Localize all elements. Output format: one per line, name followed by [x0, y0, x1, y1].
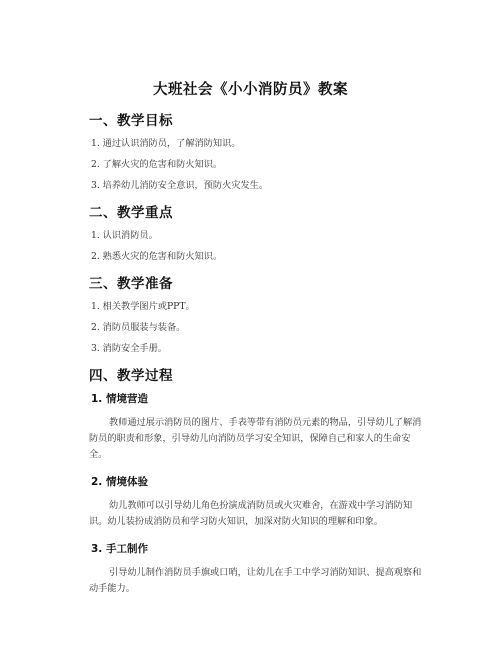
- section-heading: 三、教学准备: [89, 276, 173, 292]
- document-title: 大班社会《小小消防员》教案: [153, 82, 348, 98]
- list-item: 2. 了解火灾的危害和防火知识。: [91, 159, 223, 170]
- subsection-heading: 3. 手工制作: [91, 543, 148, 555]
- section-heading: 一、教学目标: [89, 113, 173, 129]
- section-heading: 二、教学重点: [89, 205, 173, 221]
- subsection-heading: 2. 情境体验: [91, 476, 148, 488]
- list-item: 1. 认识消防员。: [91, 230, 158, 241]
- section-teaching-focus: [89, 201, 422, 263]
- section-teaching-preparation: [89, 272, 422, 355]
- section-heading: 四、教学过程: [89, 368, 173, 384]
- list-item: 3. 培养幼儿消防安全意识，预防火灾发生。: [91, 180, 269, 191]
- list-item: 3. 消防安全手册。: [91, 343, 167, 354]
- list-item: 2. 消防员服装与装备。: [91, 322, 186, 333]
- paragraph: 教师通过展示消防员的图片、手表等带有消防员元素的物品，引导幼儿了解消防员的职责和形象，引导幼儿向消防员学习安全知识，保障自己和家人的生命安全。: [89, 417, 422, 460]
- section-teaching-goals: [89, 109, 422, 192]
- list-item: 1. 通过认识消防员，了解消防知识。: [91, 138, 241, 149]
- subsection-heading: 1. 情境营造: [91, 393, 148, 405]
- list-item: 2. 熟悉火灾的危害和防火知识。: [91, 251, 223, 262]
- section-teaching-process: [89, 364, 422, 597]
- list-item: 1. 相关教学图片或PPT。: [91, 301, 195, 312]
- paragraph: 幼儿教师可以引导幼儿角色扮演成消防员或火灾难舍，在游戏中学习消防知识。幼儿装扮成消防员和学习防火知识，加深对防火知识的理解和印象。: [89, 500, 413, 527]
- paragraph: 引导幼儿制作消防员手旗或口哨，让幼儿在手工中学习消防知识、提高观察和动手能力。: [89, 567, 422, 594]
